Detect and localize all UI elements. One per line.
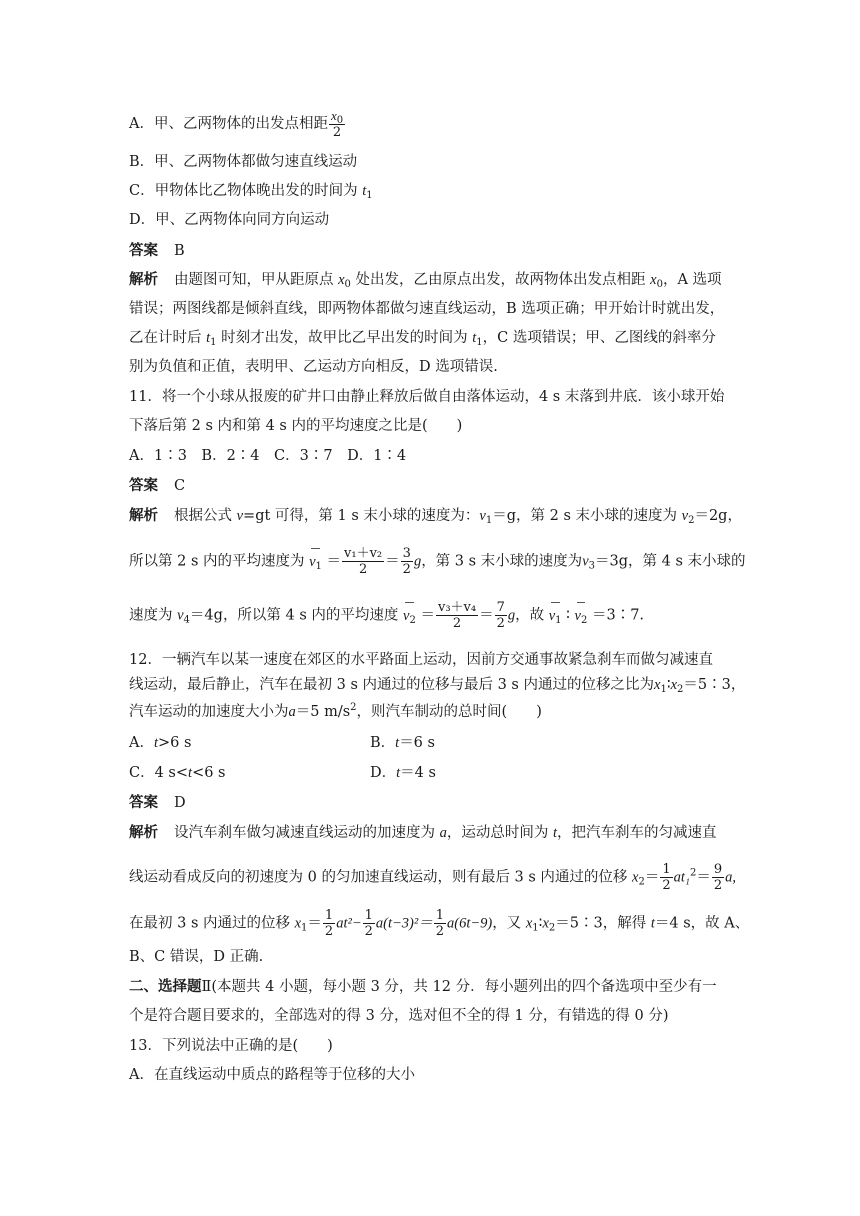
q10-option-a: A．甲、乙两物体的出发点相距 $\frac{x_0}{2}$	[129, 108, 344, 140]
q10-analysis-line-2: 错误；两图线都是倾斜直线，即两物体都做匀速直线运动，B 选项正确；甲开始计时就出发，	[129, 301, 725, 317]
q11-analysis-line-1: 解析 根据公式 v=gt 可得，第 1 s 末小球的速度为：$v_1=g$，第 2 s 末小球的速度为 $v_2=2g$，	[129, 507, 742, 526]
q12-analysis-line-1: 解析 设汽车刹车做匀减速直线运动的加速度为 a，运动总时间为 t，把汽车刹车的匀减速直	[129, 824, 717, 841]
q11-stem-line-1: 11．将一个小球从报废的矿井口由静止释放后做自由落体运动，4 s 末落到井底．该小球开始	[129, 389, 725, 405]
q11-options: A．1∶3 B．2∶4 C．3∶7 D．1∶4	[129, 448, 407, 464]
fraction-x0-over-2: $\frac{x_0}{2}$	[330, 108, 344, 140]
q11-answer: 答案 C	[129, 477, 186, 494]
q12-option-d: D．t＝4 s	[370, 765, 436, 781]
q10-analysis-line-4: 别为负值和正值，表明甲、乙运动方向相反，D 选项错误.	[129, 359, 498, 375]
q12-option-a: A．t>6 s	[129, 735, 192, 751]
q13-option-a: A．在直线运动中质点的路程等于位移的大小	[129, 1067, 415, 1083]
q11-analysis-line-2: 所以第 2 s 内的平均速度为 $v_1$ ＝ $\frac{\text{v₁＋v₂}}{2}$ ＝ $\frac{3}{2}$ g，第 3 s 末小球的速度为$v_3=3g$，第 4 s 末小球的	[129, 546, 746, 577]
q12-analysis-line-3: 在最初 3 s 内通过的位移 $x_1=$ $\frac{1}{2}$ at²− $\frac{1}{2}$ a(t−3)²＝ $\frac{1}{2}$ a(6t−9)，又 $x_1∶x_2=5∶3$，解得 t＝4 s，故 A、	[129, 908, 750, 939]
section-2-header-line-2: 个是符合题目要求的，全部选对的得 3 分，选对但不全的得 1 分，有错选的得 0 分)	[129, 1008, 669, 1024]
q10-answer: 答案 B	[129, 242, 185, 259]
q10-option-b: B．甲、乙两物体都做匀速直线运动	[129, 154, 358, 170]
q12-option-b: B．t＝6 s	[370, 735, 435, 751]
q12-stem-line-2: 线运动，最后静止，汽车在最初 3 s 内通过的位移与最后 3 s 内通过的位移之比为$x_1∶x_2=5∶3$，	[129, 677, 746, 695]
q10-option-c: C．甲物体比乙物体晚出发的时间为 $t_1$	[129, 183, 373, 201]
q12-stem-line-3: 汽车运动的加速度大小为a＝5 $m/s^2$，则汽车制动的总时间( )	[129, 702, 542, 720]
q11-analysis-line-3: 速度为 $v_4=4g$，所以第 4 s 内的平均速度 $v_2$ ＝ $\frac{\text{v₃＋v₄}}{2}$ ＝ $\frac{7}{2}$ g，故 $v_1$ ∶ $v_2$ ＝3∶7.	[129, 600, 645, 631]
q12-analysis-line-4: B、C 错误，D 正确.	[129, 949, 264, 965]
q10-option-d: D．甲、乙两物体向同方向运动	[129, 212, 330, 228]
q12-option-c: C．4 s<t<6 s	[129, 765, 226, 781]
q12-analysis-line-2: 线运动看成反向的初速度为 0 的匀加速直线运动，则有最后 3 s 内通过的位移 $x_2=$ $\frac{1}{2}$ at₁$^2$＝ $\frac{9}{2}$ a,	[129, 862, 736, 893]
section-2-header-line-1: 二、选择题Ⅱ(本题共 4 小题，每小题 3 分，共 12 分．每小题列出的四个备选项中至少有一	[129, 978, 717, 995]
q10-analysis-line-3: 乙在计时后 $t_1$ 时刻才出发，故甲比乙早出发的时间为 $t_1$，C 选项错误；甲、乙图线的斜率分	[129, 330, 716, 348]
q12-stem-line-1: 12．一辆汽车以某一速度在郊区的水平路面上运动，因前方交通事故紧急刹车而做匀减速直	[129, 652, 713, 668]
q10-analysis-line-1: 解析 由题图可知，甲从距原点 $x_0$ 处出发，乙由原点出发，故两物体出发点相距 $x_0$，A 选项	[129, 271, 722, 290]
q13-stem: 13．下列说法中正确的是( )	[129, 1038, 333, 1054]
q11-stem-line-2: 下落后第 2 s 内和第 4 s 内的平均速度之比是( )	[129, 418, 463, 434]
q12-answer: 答案 D	[129, 794, 186, 811]
